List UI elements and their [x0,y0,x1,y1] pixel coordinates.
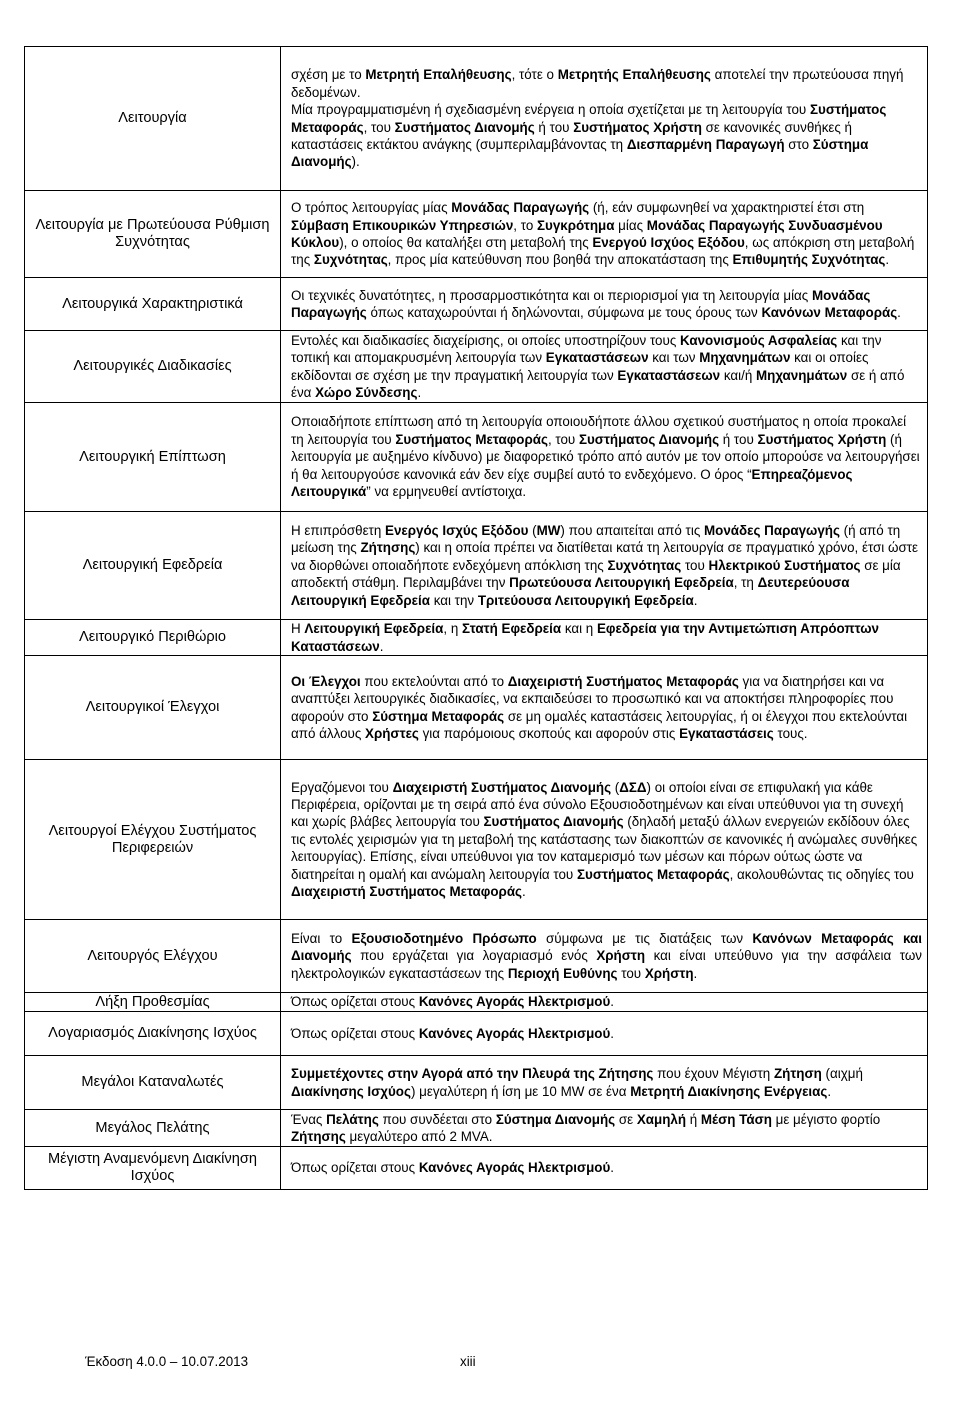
glossary-row [25,993,928,1012]
glossary-row [25,656,928,760]
glossary-definition: Οι Έλεγχοι που εκτελούνται από το Διαχειριστή Συστήματος Μεταφοράς για να διατηρήσει και να αναπτύξει λειτουργικές διαδικασίες, να εκπαιδεύσει το προσωπικό και να αποκτήσει πληροφορίες που αφορούν στο Σύστημα Μεταφοράς σε μη ομαλές καταστάσεις λειτουργίας, ή οι έλεγχοι που εκτελούνται από άλλους Χρήστες για παρόμοιους σκοπούς και αφορούν στις Εγκαταστάσεις τους. [281,656,928,760]
glossary-term: Λειτουργικοί Έλεγχοι [25,656,281,760]
glossary-definition: Ο τρόπος λειτουργίας μίας Μονάδας Παραγωγής (ή, εάν συμφωνηθεί να χαρακτηριστεί έτσι στη Σύμβαση Επικουρικών Υπηρεσιών, το Συγκρότημα μίας Μονάδας Παραγωγής Συνδυασμένου Κύκλου), ο οποίος θα καταλήξει στη μεταβολή της Ενεργού Ισχύος Εξόδου, ως απόκριση στη μεταβολή της Συχνότητας, προς μία κατεύθυνση που βοηθά την αποκατάσταση της Επιθυμητής Συχνότητας. [281,191,928,278]
glossary-definition: Ένας Πελάτης που συνδέεται στο Σύστημα Διανομής σε Χαμηλή ή Μέση Τάση με μέγιστο φορτίο Ζήτησης μεγαλύτερο από 2 MVA. [281,1110,928,1147]
glossary-definition: σχέση με το Μετρητή Επαλήθευσης, τότε ο Μετρητής Επαλήθευσης αποτελεί την πρωτεύουσα πηγή δεδομένων. Μία προγραμματισμένη ή σχεδιασμένη ενέργεια η οποία σχετίζεται με τη λειτουργία του Συστήματος Μεταφοράς, του Συστήματος Διανομής ή του Συστήματος Χρήστη σε κανονικές συνθήκες ή καταστάσεις εκτάκτου ανάγκης (συμπεριλαμβάνοντας τη Διεσπαρμένη Παραγωγή στο Σύστημα Διανομής). [281,47,928,191]
glossary-term: Μεγάλοι Καταναλωτές [25,1056,281,1110]
glossary-term: Λήξη Προθεσμίας [25,993,281,1012]
glossary-term: Λειτουργική Εφεδρεία [25,512,281,620]
footer-page-number: xiii [460,1354,476,1369]
glossary-row [25,1110,928,1147]
glossary-row [25,512,928,620]
glossary-definition: Οι τεχνικές δυνατότητες, η προσαρμοστικότητα και οι περιορισμοί για τη λειτουργία μίας Μονάδας Παραγωγής όπως καταχωρούνται ή δηλώνονται, σύμφωνα με τους όρους των Κανόνων Μεταφοράς. [281,278,928,331]
glossary-term: Λειτουργοί Ελέγχου Συστήματος Περιφερειών [25,760,281,920]
glossary-definition: Είναι το Εξουσιοδοτημένο Πρόσωπο σύμφωνα με τις διατάξεις των Κανόνων Μεταφοράς και Διανομής που εργάζεται για λογαριασμό ενός Χρήστη και είναι υπεύθυνο για την ασφάλεια των ηλεκτρολογικών εγκαταστάσεων της Περιοχή Ευθύνης του Χρήστη. [281,920,928,993]
glossary-row [25,760,928,920]
glossary-row [25,191,928,278]
glossary-definition: Οποιαδήποτε επίπτωση από τη λειτουργία οποιουδήποτε άλλου σχετικού συστήματος η οποία προκαλεί τη λειτουργία του Συστήματος Μεταφοράς, του Συστήματος Διανομής ή του Συστήματος Χρήστη (ή λειτουργία με αυξημένο κίνδυνο) με διαφορετικό τρόπο από αυτόν με τον οποίο μπορούσε να λειτουργήσει ή θα λειτουργούσε κανονικά εάν δεν είχε συμβεί αυτό το ενδεχόμενο. Ο όρος “Επηρεαζόμενος Λειτουργικά” να ερμηνευθεί αντίστοιχα. [281,403,928,512]
glossary-body [25,47,928,1190]
glossary-term: Μεγάλος Πελάτης [25,1110,281,1147]
glossary-definition: Όπως ορίζεται στους Κανόνες Αγοράς Ηλεκτρισμού. [281,1012,928,1056]
glossary-row [25,331,928,403]
glossary-definition: Όπως ορίζεται στους Κανόνες Αγοράς Ηλεκτρισμού. [281,993,928,1012]
glossary-definition: Συμμετέχοντες στην Αγορά από την Πλευρά της Ζήτησης που έχουν Μέγιστη Ζήτηση (αιχμή Διακίνησης Ισχύος) μεγαλύτερη ή ίση με 10 MW σε ένα Μετρητή Διακίνησης Ενέργειας. [281,1056,928,1110]
glossary-term: Λειτουργική Επίπτωση [25,403,281,512]
glossary-definition: Η επιπρόσθετη Ενεργός Ισχύς Εξόδου (MW) που απαιτείται από τις Μονάδες Παραγωγής (ή από τη μείωση της Ζήτησης) και η οποία πρέπει να διατίθεται κατά τη λειτουργία σε πραγματικό χρόνο, έτσι ώστε να διορθώνει οποιαδήποτε ενδεχόμενη απόκλιση της Συχνότητας του Ηλεκτρικού Συστήματος σε μία αποδεκτή στάθμη. Περιλαμβάνει την Πρωτεύουσα Λειτουργική Εφεδρεία, τη Δευτερεύουσα Λειτουργική Εφεδρεία και την Τριτεύουσα Λειτουργική Εφεδρεία. [281,512,928,620]
glossary-term: Λειτουργικές Διαδικασίες [25,331,281,403]
glossary-definition: Η Λειτουργική Εφεδρεία, η Στατή Εφεδρεία και η Εφεδρεία για την Αντιμετώπιση Απρόοπτων Καταστάσεων. [281,620,928,656]
glossary-row [25,1056,928,1110]
glossary-row [25,47,928,191]
glossary-table [24,46,928,1190]
glossary-term: Λειτουργικά Χαρακτηριστικά [25,278,281,331]
glossary-term: Λογαριασμός Διακίνησης Ισχύος [25,1012,281,1056]
glossary-term: Λειτουργικό Περιθώριο [25,620,281,656]
footer-edition: Έκδοση 4.0.0 – 10.07.2013 [85,1354,249,1369]
glossary-row [25,403,928,512]
glossary-row [25,920,928,993]
glossary-row [25,620,928,656]
glossary-definition: Εντολές και διαδικασίες διαχείρισης, οι οποίες υποστηρίζουν τους Κανονισμούς Ασφαλείας και την τοπική και απομακρυσμένη λειτουργία των Εγκαταστάσεων και των Μηχανημάτων και οι οποίες εκδίδονται σε σχέση με την πραγματική λειτουργία των Εγκαταστάσεων και/ή Μηχανημάτων σε ή από ένα Χώρο Σύνδεσης. [281,331,928,403]
glossary-row [25,1012,928,1056]
glossary-term: Μέγιστη Αναμενόμενη Διακίνηση Ισχύος [25,1147,281,1190]
glossary-row [25,278,928,331]
glossary-term: Λειτουργός Ελέγχου [25,920,281,993]
glossary-definition: Όπως ορίζεται στους Κανόνες Αγοράς Ηλεκτρισμού. [281,1147,928,1190]
glossary-row [25,1147,928,1190]
glossary-term: Λειτουργία με Πρωτεύουσα Ρύθμιση Συχνότητας [25,191,281,278]
glossary-term: Λειτουργία [25,47,281,191]
glossary-definition: Εργαζόμενοι του Διαχειριστή Συστήματος Διανομής (ΔΣΔ) οι οποίοι είναι σε επιφυλακή για κάθε Περιφέρεια, ορίζονται με τη σειρά από ένα σύνολο Εξουσιοδοτημένων και είναι υπεύθυνοι για τη συνεχή και χωρίς βλάβες λειτουργία του Συστήματος Διανομής (δηλαδή μεταξύ άλλων ενεργειών εκδίδουν όλες τις εντολές χειρισμών για τη μεταβολή της κατάστασης των διακοπτών σε κανονικές ή ανώμαλες συνθήκες λειτουργίας). Επίσης, είναι υπεύθυνοι για τον καταμερισμό των μέσων και πόρων ούτως ώστε να διατηρείται η ομαλή και ανώμαλη λειτουργία του Συστήματος Μεταφοράς, ακολουθώντας τις οδηγίες του Διαχειριστή Συστήματος Μεταφοράς. [281,760,928,920]
